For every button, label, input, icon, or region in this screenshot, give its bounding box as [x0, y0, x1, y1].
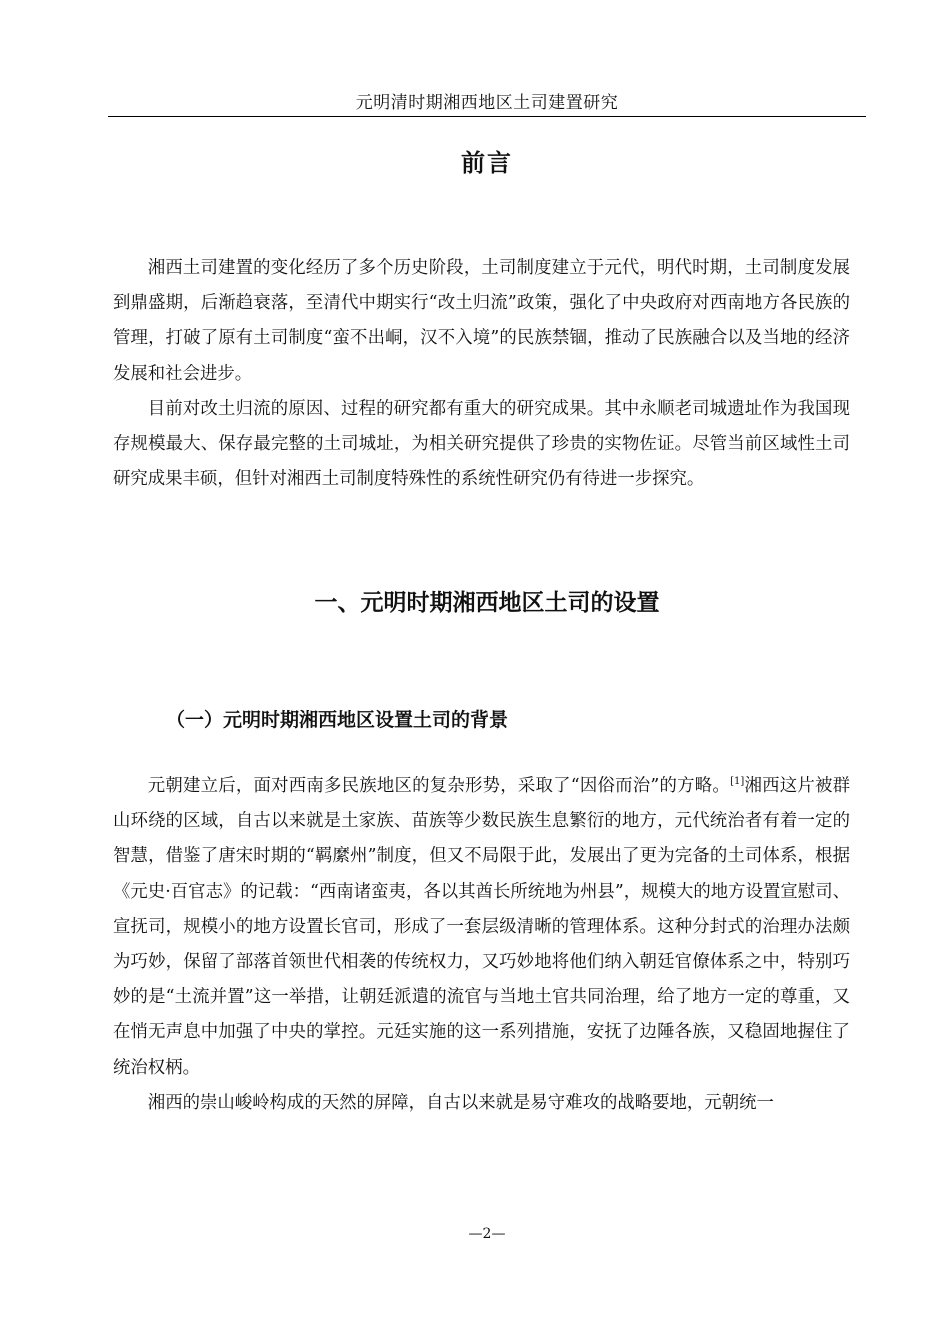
- preface-body: [113, 251, 850, 497]
- chapter-title: 一、元明时期湘西地区土司的设置: [314, 590, 660, 616]
- preface-title: 前言: [461, 149, 513, 177]
- preface-paragraph-1: 湘西土司建置的变化经历了多个历史阶段，土司制度建立于元代，明代时期，土司制度发展到鼎盛期，后渐趋衰落，至清代中期实行“改土归流”政策，强化了中央政府对西南地方各民族的管理，打破了原有土司制度“蛮不出峒，汉不入境”的民族禁锢，推动了民族融合以及当地的经济发展和社会进步。: [113, 258, 850, 384]
- page-number: —2—: [468, 1226, 506, 1242]
- section-paragraph-1: [113, 769, 850, 1086]
- section-title: （一）元明时期湘西地区设置土司的背景: [166, 709, 509, 731]
- section-paragraph-1-lead: 元朝建立后，面对西南多民族地区的复杂形势，采取了“因俗而治”的方略。: [147, 776, 731, 796]
- section-paragraph-1-rest: 湘西这片被群山环绕的区域，自古以来就是土家族、苗族等少数民族生息繁衍的地方，元代统治者有着一定的智慧，借鉴了唐宋时期的“羁縻州”制度，但又不局限于此，发展出了更为完备的土司体系，根据《元史·百官志》的记载：“西南诸蛮夷，各以其酋长所统地为州县”，规模大的地方设置宣慰司、宣抚司，规模小的地方设置长官司，形成了一套层级清晰的管理体系。这种分封式的治理办法颇为巧妙，保留了部落首领世代相袭的传统权力，又巧妙地将他们纳入朝廷官僚体系之中，特别巧妙的是“土流并置”这一举措，让朝廷派遣的流官与当地土官共同治理，给了地方一定的尊重，又在悄无声息中加强了中央的掌控。元廷实施的这一系列措施，安抚了边陲各族，又稳固地握住了统治权柄。: [113, 776, 850, 1078]
- running-header: 元明清时期湘西地区土司建置研究: [355, 93, 619, 113]
- section-body: [113, 769, 850, 1121]
- preface-paragraph-2: 目前对改土归流的原因、过程的研究都有重大的研究成果。其中永顺老司城遗址作为我国现存规模最大、保存最完整的土司城址，为相关研究提供了珍贵的实物佐证。尽管当前区域性土司研究成果丰硕，但针对湘西土司制度特殊性的系统性研究仍有待进一步探究。: [113, 398, 850, 490]
- header-rule: [108, 116, 866, 117]
- citation-marker[interactable]: [1]: [730, 776, 745, 788]
- section-paragraph-2: 湘西的崇山峻岭构成的天然的屏障，自古以来就是易守难攻的战略要地，元朝统一: [147, 1092, 774, 1113]
